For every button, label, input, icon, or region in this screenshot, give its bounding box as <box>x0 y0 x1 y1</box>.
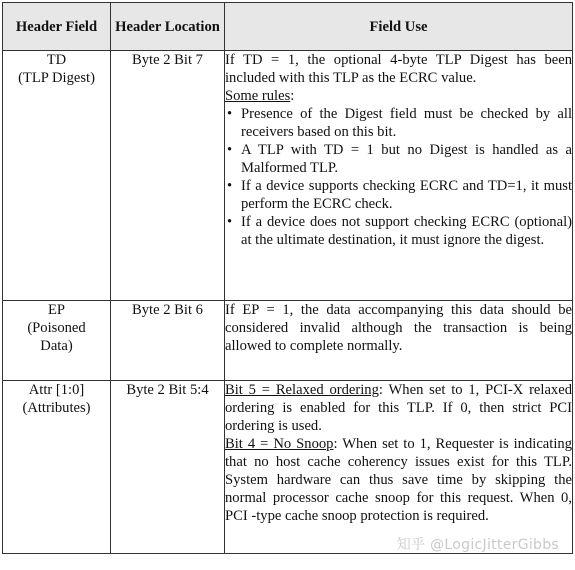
field-name: EP <box>47 302 66 318</box>
field-location-cell: Byte 2 Bit 5:4 <box>111 381 225 554</box>
field-location-cell: Byte 2 Bit 7 <box>111 51 225 301</box>
list-item: • A TLP with TD = 1 but no Digest is handled as a Malformed TLP. <box>225 141 572 177</box>
bit5-label: Bit 5 = Relaxed ordering <box>225 382 379 398</box>
list-item: • If a device does not support checking ECRC (optional) at the ultimate destination, it must ignore the digest. <box>225 213 572 249</box>
field-use-cell <box>225 51 573 301</box>
field-name-cell <box>3 381 111 554</box>
table-header-row <box>3 3 573 51</box>
watermark: 知乎 @LogicJitterGibbs <box>396 537 559 553</box>
field-use-cell: If EP = 1, the data accompanying this data should be considered invalid although the transaction is being allowed to complete normally. <box>225 301 573 381</box>
field-use-column-heading: Field Use <box>225 3 573 51</box>
field-name: TD <box>46 52 67 68</box>
list-item: • Presence of the Digest field must be checked by all receivers based on this bit. <box>225 105 572 141</box>
rules-heading-line <box>225 87 572 105</box>
field-use-cell <box>225 381 573 554</box>
bit4-description <box>225 435 572 525</box>
table-row-ep <box>3 301 573 381</box>
bit4-text: : When set to 1, Requester is indicating that no host cache coherency issues exist for this TLP. System hardware can thus save time by skipping the normal processor cache snoop for this request. When 0, PCI -type cache snoop protection is required. <box>225 436 572 524</box>
field-name-subtitle: (TLP Digest) <box>18 70 95 86</box>
header-field-column-heading: Header Field <box>3 3 111 51</box>
field-location-cell: Byte 2 Bit 6 <box>111 301 225 381</box>
field-name: Attr [1:0] <box>28 382 85 398</box>
list-item: • If a device supports checking ECRC and TD=1, it must perform the ECRC check. <box>225 177 572 213</box>
field-name-cell <box>3 301 111 381</box>
rules-heading: Some rules <box>225 88 291 104</box>
field-use-intro: If TD = 1, the optional 4-byte TLP Digest has been included with this TLP as the ECRC value. <box>225 52 572 86</box>
table-row-attr <box>3 381 573 554</box>
field-name-subtitle: (Poisoned <box>27 320 86 336</box>
bit4-label: Bit 4 = No Snoop <box>225 436 334 452</box>
field-name-cell <box>3 51 111 301</box>
tlp-header-field-table <box>2 2 573 554</box>
table-row-td <box>3 51 573 301</box>
bit5-description <box>225 381 572 435</box>
bit5-text: : When set to 1, PCI-X relaxed ordering is enabled for this TLP. If 0, then strict PCI ordering is used. <box>225 382 573 434</box>
field-name-subtitle: (Attributes) <box>22 400 91 416</box>
field-name-subtitle-2: Data) <box>40 338 73 354</box>
rules-heading-colon: : <box>290 88 295 104</box>
rules-list <box>225 105 572 249</box>
header-location-column-heading: Header Location <box>111 3 225 51</box>
